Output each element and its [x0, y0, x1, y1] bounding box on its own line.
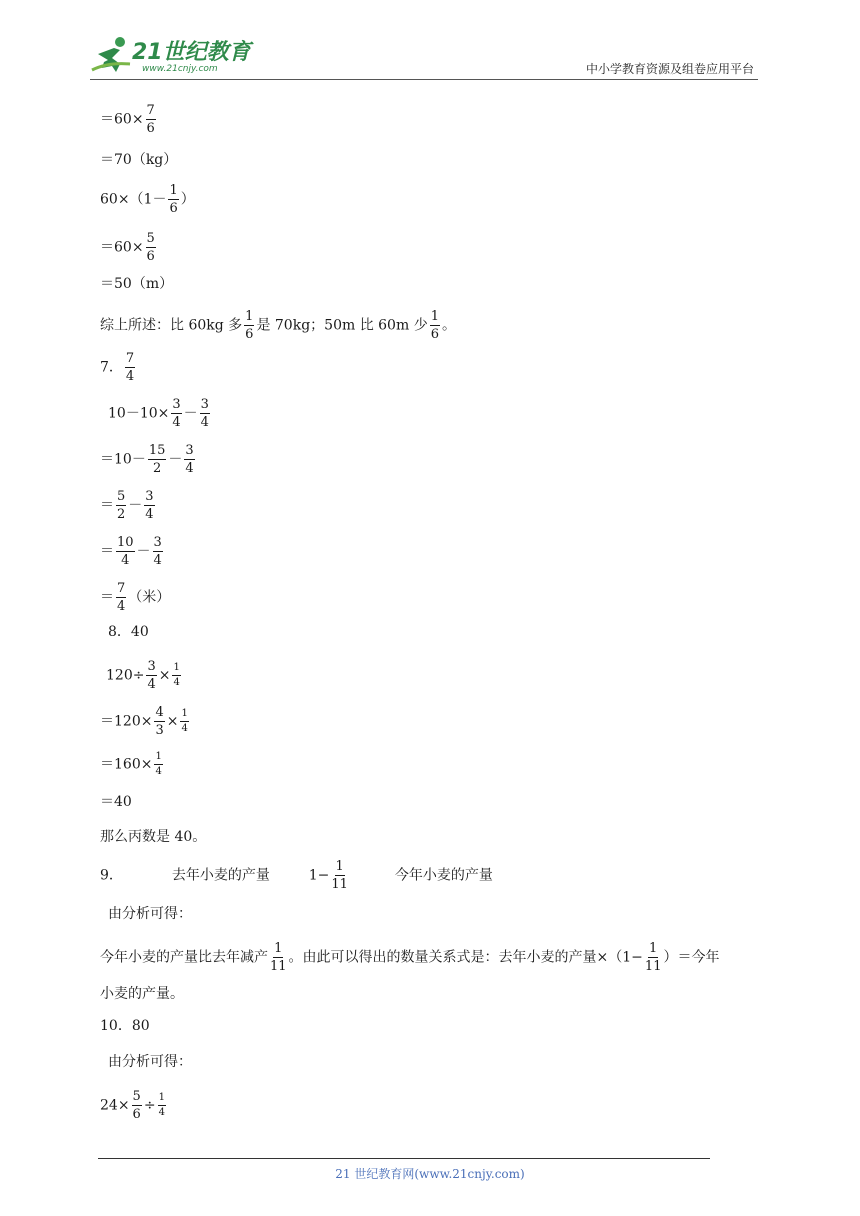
denominator: 2 [117, 507, 126, 522]
logo-text: 21世纪教育 [132, 40, 251, 65]
expr-text: ＝160× [100, 756, 153, 773]
platform-name: 中小学教育资源及组卷应用平台 [585, 62, 754, 76]
page-header [90, 28, 758, 80]
expr-text: － [136, 543, 151, 560]
numerator: 1 [154, 752, 162, 765]
calc-line [100, 150, 177, 170]
answer-line [100, 1016, 150, 1036]
footer-divider [98, 1158, 710, 1159]
fraction [146, 660, 156, 691]
expr-text: 是 70kg；50m 比 60m 少 [256, 317, 428, 334]
numerator: 1 [180, 709, 188, 722]
fraction [244, 310, 254, 341]
fraction [125, 352, 135, 383]
numerator: 1 [169, 183, 178, 198]
expr-text: ＝ [100, 543, 114, 560]
denominator: 4 [172, 415, 181, 430]
numerator: 3 [145, 489, 154, 504]
relation-line [100, 860, 493, 891]
text-line [108, 1052, 192, 1072]
expr-text: 24× [100, 1097, 130, 1114]
answer-line [108, 622, 149, 642]
expr-text: 8．40 [108, 624, 149, 640]
numerator: 3 [172, 397, 181, 412]
fraction [116, 490, 126, 521]
logo-url: www.21cnjy.com [142, 64, 218, 74]
numerator: 1 [430, 309, 439, 324]
numerator: 3 [147, 659, 156, 674]
numerator: 7 [117, 581, 126, 596]
denominator: 2 [152, 461, 162, 476]
numerator: 1 [172, 663, 180, 676]
numerator: 5 [132, 1089, 141, 1104]
expr-text: 由分析可得： [108, 1054, 192, 1070]
numerator: 5 [117, 489, 126, 504]
expr-text: 10．80 [100, 1018, 150, 1034]
fraction [180, 709, 188, 734]
denominator: 4 [158, 1107, 165, 1118]
expr-text: ） [180, 191, 195, 208]
expr-text: 。由此可以得出的数量关系式是：去年小麦的产量×（1− [288, 949, 643, 966]
fraction [645, 942, 662, 973]
denominator: 6 [132, 1107, 141, 1122]
denominator: 4 [181, 723, 188, 734]
expr-text: ＝120× [100, 713, 153, 730]
denominator: 11 [644, 959, 662, 974]
numerator: 1 [649, 941, 658, 956]
numerator: 3 [185, 443, 194, 458]
denominator: 4 [117, 599, 126, 614]
expr-text: （米） [128, 589, 171, 606]
site-logo [90, 34, 260, 78]
denominator: 4 [185, 461, 194, 476]
numerator: 5 [146, 231, 155, 246]
fraction [154, 752, 162, 777]
expr-text: ÷ [143, 1097, 156, 1114]
expr-text: ＝40 [100, 794, 132, 810]
expr-text: ＝10－ [100, 451, 146, 468]
fraction [168, 184, 178, 215]
header-divider [90, 79, 758, 80]
calc-line [100, 274, 173, 294]
calc-line [100, 444, 197, 475]
calc-line [100, 792, 132, 812]
expr-text: 10－10× [108, 405, 170, 422]
calc-line [100, 1090, 168, 1121]
calc-line [100, 752, 165, 777]
expr-text: × [158, 667, 171, 684]
denominator: 6 [146, 249, 155, 264]
runner-logo-icon [90, 34, 138, 74]
expr-text: － [168, 451, 183, 468]
expr-text: ＝70（kg） [100, 152, 178, 168]
numerator: 7 [146, 103, 155, 118]
expr-text: ＝ [100, 589, 114, 606]
calc-line [100, 706, 191, 737]
expr-text: 由分析可得： [108, 906, 192, 922]
expr-text: ）＝今年 [663, 949, 720, 966]
fraction [430, 310, 440, 341]
fraction [153, 536, 163, 567]
denominator: 6 [146, 121, 155, 136]
numerator: 1 [158, 1093, 166, 1106]
fraction [331, 860, 348, 891]
expr-text: 综上所述：比 60kg 多 [100, 317, 243, 334]
fraction [146, 104, 156, 135]
numerator: 15 [148, 443, 166, 458]
denominator: 4 [145, 507, 154, 522]
numerator: 10 [117, 535, 134, 550]
fraction [148, 444, 167, 475]
fraction [270, 942, 287, 973]
numerator: 3 [153, 535, 162, 550]
calc-line [100, 232, 158, 263]
denominator: 6 [169, 201, 178, 216]
numerator: 3 [200, 397, 209, 412]
expr-text: ＝60× [100, 239, 144, 256]
expr-text: ＝60× [100, 111, 144, 128]
calc-line [100, 582, 170, 613]
denominator: 4 [125, 369, 135, 384]
fraction [172, 663, 180, 688]
denominator: 4 [147, 677, 156, 692]
expr-text: 那么丙数是 40。 [100, 829, 207, 845]
expr-text: 120÷ [106, 667, 145, 684]
numerator: 4 [155, 705, 164, 720]
expr-text: ＝ [100, 497, 114, 514]
calc-line [100, 184, 195, 215]
numerator: 1 [335, 859, 344, 874]
question-number: 9． [100, 867, 123, 884]
conclusion-line [100, 827, 206, 847]
page-footer: 21 世纪教育网(www.21cnjy.com) [335, 1167, 525, 1181]
calc-line [106, 660, 183, 691]
expr-text: × [166, 713, 179, 730]
calc-line [100, 490, 157, 521]
denominator: 4 [121, 553, 130, 568]
fraction [171, 398, 181, 429]
fraction [154, 706, 164, 737]
expr-text: 1− [308, 867, 330, 884]
denominator: 4 [153, 553, 162, 568]
denominator: 6 [430, 327, 439, 342]
denominator: 11 [270, 959, 287, 974]
fraction [132, 1090, 142, 1121]
calc-line [108, 398, 212, 429]
expr-text: 60×（1－ [100, 191, 167, 208]
calc-line [100, 536, 165, 567]
fraction [116, 582, 126, 613]
fraction [116, 536, 135, 567]
denominator: 11 [331, 877, 348, 892]
fraction [146, 232, 156, 263]
expr-text: 今年小麦的产量比去年减产 [100, 949, 268, 966]
question-number: 7． [100, 359, 123, 376]
numerator: 7 [125, 351, 135, 366]
denominator: 4 [200, 415, 209, 430]
expr-text: ＝50（m） [100, 276, 174, 292]
numerator: 1 [245, 309, 254, 324]
fraction [200, 398, 210, 429]
expr-text: － [183, 405, 198, 422]
text-line [108, 904, 192, 924]
expr-text: 今年小麦的产量 [394, 867, 493, 884]
expr-text: － [128, 497, 143, 514]
answer-line [100, 352, 137, 383]
denominator: 4 [173, 677, 180, 688]
denominator: 4 [155, 766, 162, 777]
numerator: 1 [274, 941, 283, 956]
calc-line [100, 104, 158, 135]
summary-line [100, 310, 456, 341]
expr-text: 小麦的产量。 [100, 986, 184, 1002]
fraction [144, 490, 154, 521]
expr-text: 去年小麦的产量 [171, 867, 270, 884]
expr-text: 。 [441, 317, 456, 334]
denominator: 6 [245, 327, 254, 342]
fraction [158, 1093, 166, 1118]
fraction [184, 444, 194, 475]
text-line [100, 942, 719, 973]
text-line [100, 984, 184, 1004]
denominator: 3 [155, 723, 164, 738]
